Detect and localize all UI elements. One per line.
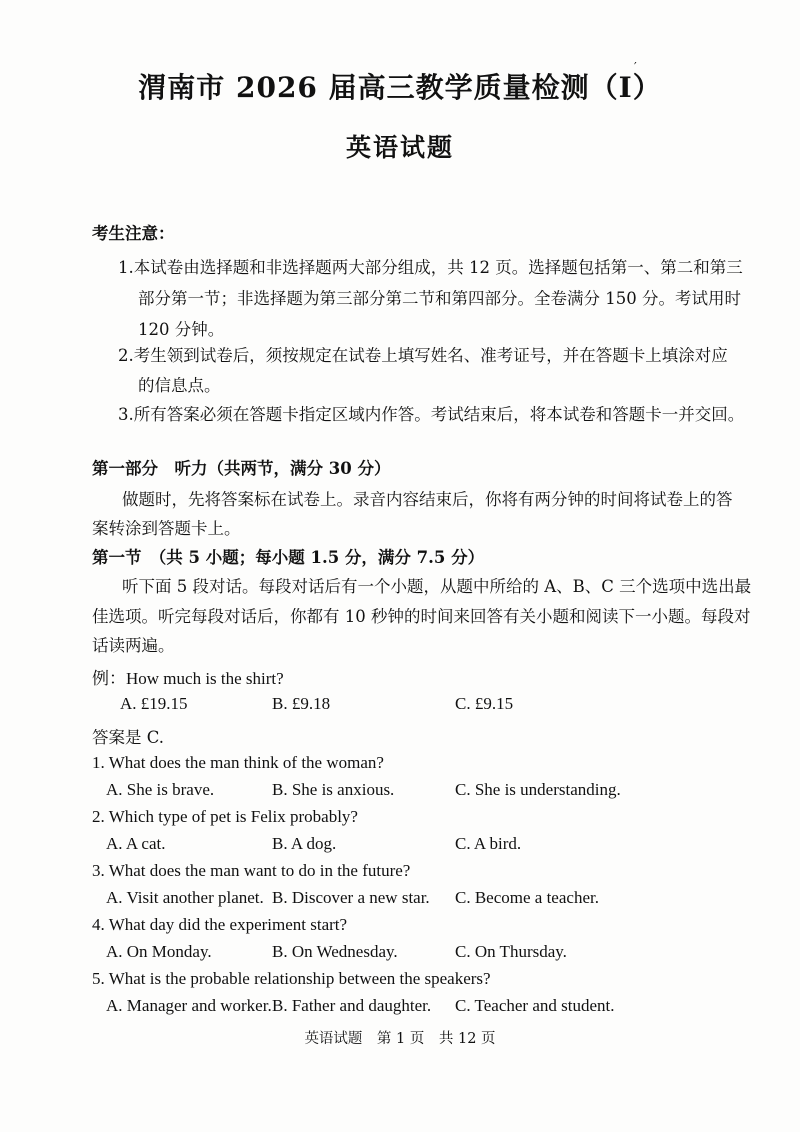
question-2-option-a: A. A cat. bbox=[106, 834, 166, 853]
question-2-option-b: B. A dog. bbox=[272, 834, 337, 853]
question-1-option-b: B. She is anxious. bbox=[272, 780, 395, 799]
example-option-a: A. £19.15 bbox=[120, 694, 188, 713]
question-3-stem: 3. What does the man want to do in the future? bbox=[92, 861, 411, 880]
question-5-option-a: A. Manager and worker. bbox=[106, 996, 272, 1015]
question-5-option-b: B. Father and daughter. bbox=[272, 996, 432, 1015]
notice-item-1-line-1: 1.本试卷由选择题和非选择题两大部分组成，共 12 页。选择题包括第一、第二和第三 bbox=[118, 258, 743, 277]
question-4-option-c: C. On Thursday. bbox=[455, 942, 567, 961]
section1-intro-line-2: 佳选项。听完每段对话后，你都有 10 秒钟的时间来回答有关小题和阅读下一小题。每段对 bbox=[92, 607, 751, 626]
notice-item-2-line-1: 2.考生领到试卷后，须按规定在试卷上填写姓名、准考证号，并在答题卡上填涂对应 bbox=[118, 346, 728, 365]
example-answer: 答案是 C. bbox=[92, 728, 165, 747]
question-4-stem: 4. What day did the experiment start? bbox=[92, 915, 348, 934]
example-option-c: C. £9.15 bbox=[455, 694, 514, 713]
question-3-option-c: C. Become a teacher. bbox=[455, 888, 599, 907]
example-option-b: B. £9.18 bbox=[272, 694, 331, 713]
part1-intro-line-1: 做题时，先将答案标在试卷上。录音内容结束后，你将有两分钟的时间将试卷上的答 bbox=[122, 490, 733, 509]
question-2-stem: 2. Which type of pet is Felix probably? bbox=[92, 807, 358, 826]
question-4-option-a: A. On Monday. bbox=[106, 942, 212, 961]
part1-heading: 第一部分 听力（共两节，满分 30 分） bbox=[92, 459, 391, 478]
section1-heading: 第一节 （共 5 小题；每小题 1.5 分，满分 7.5 分） bbox=[92, 548, 485, 567]
question-2-option-c: C. A bird. bbox=[455, 834, 522, 853]
question-1-option-a: A. She is brave. bbox=[106, 780, 215, 799]
notice-heading: 考生注意： bbox=[92, 224, 175, 243]
page-footer: 英语试题 第 1 页 共 12 页 bbox=[304, 1031, 496, 1047]
notice-item-1-line-3: 120 分钟。 bbox=[138, 320, 225, 339]
section1-intro-line-1: 听下面 5 段对话。每段对话后有一个小题，从题中所给的 A、B、C 三个选项中选出最 bbox=[122, 577, 752, 596]
section1-intro-line-3: 话读两遍。 bbox=[92, 636, 175, 655]
example-question: 例：How much is the shirt? bbox=[92, 669, 284, 688]
notice-item-1-line-2: 部分第一节；非选择题为第三部分第二节和第四部分。全卷满分 150 分。考试用时 bbox=[138, 289, 741, 308]
notice-item-3-line-1: 3.所有答案必须在答题卡指定区域内作答。考试结束后，将本试卷和答题卡一并交回。 bbox=[118, 405, 745, 424]
part1-intro-line-2: 案转涂到答题卡上。 bbox=[92, 519, 241, 538]
question-5-stem: 5. What is the probable relationship between the speakers? bbox=[92, 969, 491, 988]
exam-title: 渭南市 2026 届高三教学质量检测（Ⅰ） bbox=[138, 71, 662, 104]
exam-subtitle: 英语试题 bbox=[345, 133, 454, 162]
question-1-option-c: C. She is understanding. bbox=[455, 780, 621, 799]
corner-mark: ′ bbox=[634, 60, 637, 74]
question-5-option-c: C. Teacher and student. bbox=[455, 996, 615, 1015]
question-1-stem: 1. What does the man think of the woman? bbox=[92, 753, 384, 772]
question-3-option-a: A. Visit another planet. bbox=[106, 888, 264, 907]
question-4-option-b: B. On Wednesday. bbox=[272, 942, 398, 961]
notice-item-2-line-2: 的信息点。 bbox=[138, 376, 221, 395]
question-3-option-b: B. Discover a new star. bbox=[272, 888, 430, 907]
